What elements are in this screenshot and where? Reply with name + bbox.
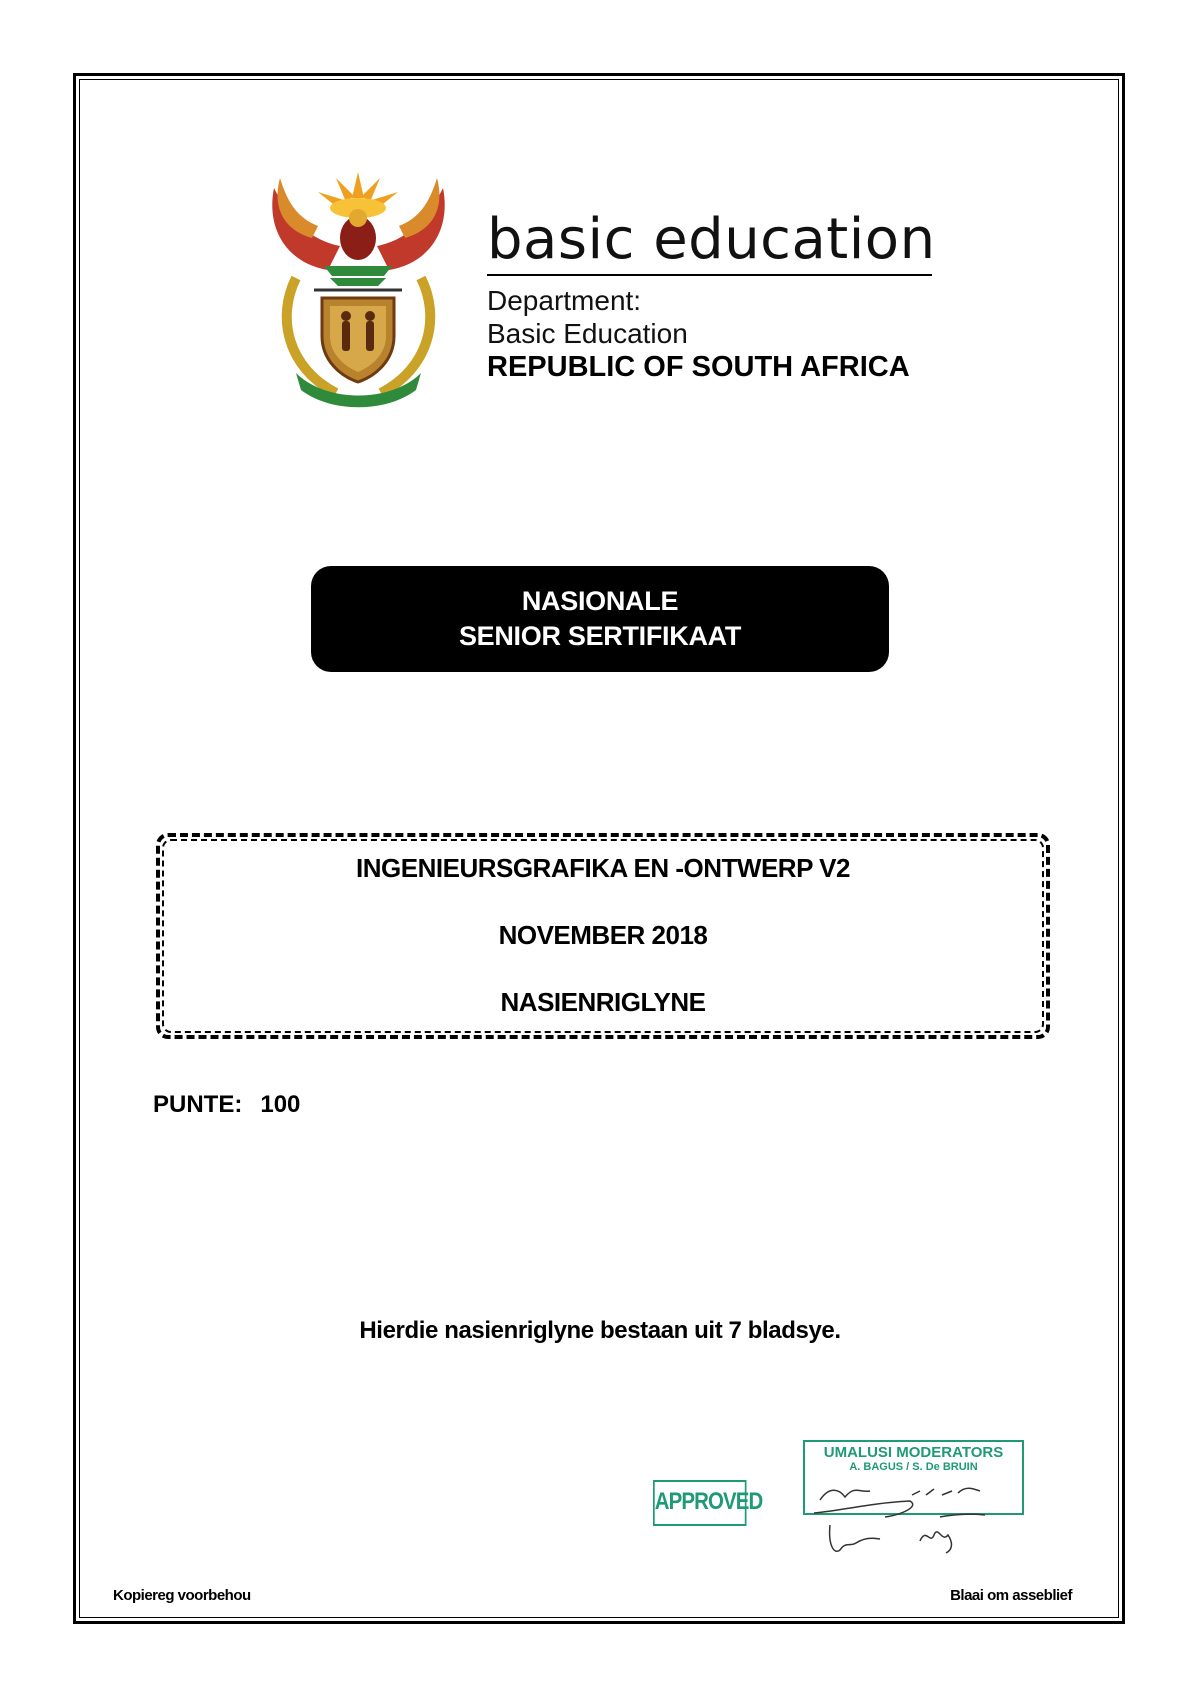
marks-value: 100 — [260, 1091, 301, 1118]
page-count-note: Hierdie nasienriglyne bestaan uit 7 bladsye. — [359, 1317, 841, 1344]
wordmark-title: basic education — [487, 207, 936, 272]
marks-label: PUNTE: — [153, 1091, 243, 1118]
subject-title: INGENIEURSGRAFIKA EN -ONTWERP V2 — [356, 853, 850, 883]
department-label: Department: — [487, 285, 642, 316]
moderator-names: A. BAGUS / S. De BRUIN — [849, 1461, 978, 1473]
coat-of-arms-icon — [266, 168, 451, 408]
department-wordmark — [487, 207, 936, 384]
wordmark-underline — [487, 274, 932, 276]
copyright-footer: Kopiereg voorbehou — [113, 1587, 251, 1604]
certificate-line-2: SENIOR SERTIFIKAAT — [458, 621, 742, 651]
document-type: NASIENRIGLYNE — [500, 987, 706, 1017]
total-marks — [153, 1091, 300, 1119]
turn-page-footer: Blaai om asseblief — [950, 1587, 1072, 1604]
approved-stamp: APPROVED — [653, 1480, 747, 1526]
department-name: Basic Education — [487, 318, 688, 349]
moderator-stamp-title: UMALUSI MODERATORS — [823, 1444, 1004, 1461]
certificate-banner — [311, 566, 889, 672]
country-name: REPUBLIC OF SOUTH AFRICA — [487, 351, 910, 383]
exam-session: NOVEMBER 2018 — [498, 920, 708, 950]
moderator-signatures — [800, 1455, 1030, 1570]
certificate-line-1: NASIONALE — [521, 586, 679, 616]
